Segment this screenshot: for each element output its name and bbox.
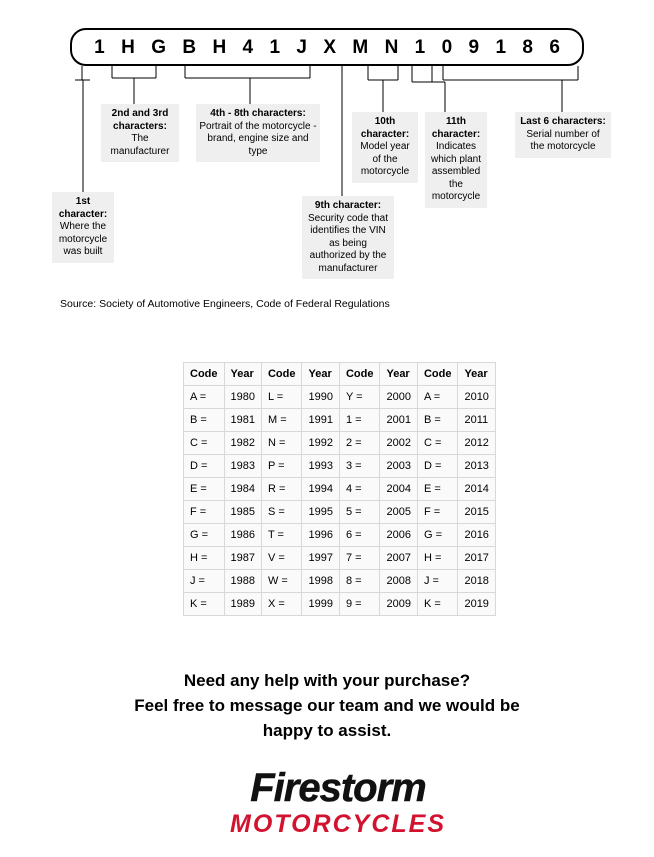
table-cell: D =	[184, 455, 225, 478]
column-header: Code	[261, 363, 302, 386]
table-cell: N =	[261, 432, 302, 455]
logo-brand-name: Firestorm	[250, 766, 426, 810]
table-row	[184, 570, 496, 593]
table-cell: B =	[417, 409, 458, 432]
table-cell: 2019	[458, 593, 495, 616]
table-cell: V =	[261, 547, 302, 570]
vin-character: 8	[522, 36, 533, 58]
callout-first-character-header: 1st character:	[58, 196, 108, 220]
table-cell: 1994	[302, 478, 339, 501]
table-cell: 2008	[380, 570, 417, 593]
help-message-line-2: Feel free to message our team and we would be	[134, 696, 520, 715]
table-cell: 2012	[458, 432, 495, 455]
table-cell: 2016	[458, 524, 495, 547]
table-row	[184, 593, 496, 616]
column-header: Year	[224, 363, 261, 386]
table-cell: 2017	[458, 547, 495, 570]
callout-second-third-characters	[101, 104, 179, 162]
callout-fourth-eighth-header: 4th - 8th characters:	[210, 108, 306, 119]
table-cell: F =	[184, 501, 225, 524]
table-cell: 2001	[380, 409, 417, 432]
callout-tenth-character	[352, 112, 418, 183]
table-cell: 1990	[302, 386, 339, 409]
vin-character: H	[212, 36, 227, 58]
vin-character: 6	[549, 36, 560, 58]
table-cell: 1987	[224, 547, 261, 570]
column-header: Code	[417, 363, 458, 386]
table-cell: M =	[261, 409, 302, 432]
table-cell: E =	[184, 478, 225, 501]
table-row	[184, 501, 496, 524]
table-cell: S =	[261, 501, 302, 524]
table-cell: 2018	[458, 570, 495, 593]
table-cell: 2014	[458, 478, 495, 501]
callout-fourth-eighth-body: Portrait of the motorcycle - brand, engine size and type	[199, 120, 317, 157]
table-cell: 1989	[224, 593, 261, 616]
firestorm-motorcycles-logo	[173, 766, 503, 844]
table-cell: 2009	[380, 593, 417, 616]
table-cell: F =	[417, 501, 458, 524]
table-row	[184, 478, 496, 501]
vin-character: M	[352, 36, 369, 58]
table-cell: 2003	[380, 455, 417, 478]
vin-character: B	[182, 36, 197, 58]
table-row	[184, 432, 496, 455]
table-cell: A =	[417, 386, 458, 409]
table-cell: B =	[184, 409, 225, 432]
table-cell: 1986	[224, 524, 261, 547]
vin-character: N	[384, 36, 399, 58]
callout-second-third-body: The manufacturer	[110, 133, 170, 157]
table-cell: E =	[417, 478, 458, 501]
vin-number-box	[70, 28, 584, 66]
table-cell: 1992	[302, 432, 339, 455]
table-cell: A =	[184, 386, 225, 409]
callout-fourth-eighth-characters	[196, 104, 320, 162]
table-cell: C =	[184, 432, 225, 455]
table-cell: X =	[261, 593, 302, 616]
help-message-line-3: happy to assist.	[262, 721, 392, 740]
table-cell: D =	[417, 455, 458, 478]
table-cell: 2002	[380, 432, 417, 455]
callout-first-character-body: Where the motorcycle was built	[58, 221, 108, 257]
callout-second-third-header: 2nd and 3rd characters:	[111, 108, 169, 132]
vin-character: 4	[242, 36, 254, 58]
vin-character: G	[151, 36, 166, 58]
table-cell: C =	[417, 432, 458, 455]
column-header: Code	[184, 363, 225, 386]
table-cell: 6 =	[339, 524, 380, 547]
callout-eleventh-character	[425, 112, 487, 208]
table-cell: 2013	[458, 455, 495, 478]
table-cell: 1999	[302, 593, 339, 616]
table-cell: 3 =	[339, 455, 380, 478]
table-cell: 9 =	[339, 593, 380, 616]
vin-character: H	[121, 36, 135, 58]
table-cell: 8 =	[339, 570, 380, 593]
table-cell: T =	[261, 524, 302, 547]
callout-ninth-body: Security code that identifies the VIN as being authorized by the manufacturer	[307, 212, 389, 274]
table-cell: 1981	[224, 409, 261, 432]
table-cell: 5 =	[339, 501, 380, 524]
callout-ninth-character	[302, 196, 394, 279]
table-cell: G =	[417, 524, 458, 547]
table-cell: 1983	[224, 455, 261, 478]
table-cell: H =	[417, 547, 458, 570]
table-cell: 1997	[302, 547, 339, 570]
callout-tenth-body: Model year of the motorcycle	[360, 141, 410, 177]
vin-character: X	[323, 36, 337, 58]
table-cell: 1985	[224, 501, 261, 524]
callout-last-six-header: Last 6 characters:	[520, 116, 606, 127]
table-cell: J =	[417, 570, 458, 593]
column-header: Code	[339, 363, 380, 386]
table-cell: R =	[261, 478, 302, 501]
table-cell: K =	[184, 593, 225, 616]
table-cell: 1996	[302, 524, 339, 547]
table-cell: 1984	[224, 478, 261, 501]
table-cell: 1998	[302, 570, 339, 593]
table-cell: L =	[261, 386, 302, 409]
table-cell: 1982	[224, 432, 261, 455]
table-cell: 4 =	[339, 478, 380, 501]
table-cell: H =	[184, 547, 225, 570]
model-year-code-table	[183, 362, 496, 616]
table-row	[184, 386, 496, 409]
callout-tenth-header: 10th character:	[360, 116, 410, 140]
vin-character: 0	[441, 36, 453, 58]
table-cell: 7 =	[339, 547, 380, 570]
table-row	[184, 524, 496, 547]
vin-character: 9	[468, 36, 480, 58]
callout-ninth-header: 9th character:	[314, 200, 382, 211]
table-cell: 2005	[380, 501, 417, 524]
table-cell: P =	[261, 455, 302, 478]
vin-character: 1	[94, 36, 105, 58]
source-citation: Source: Society of Automotive Engineers, Code of Federal Regulations	[60, 298, 390, 310]
callout-eleventh-body: Indicates which plant assembled the motorcycle	[430, 141, 482, 202]
table-row	[184, 547, 496, 570]
help-message-line-1: Need any help with your purchase?	[183, 671, 471, 690]
vin-character: 1	[414, 36, 426, 58]
table-cell: G =	[184, 524, 225, 547]
table-cell: 2004	[380, 478, 417, 501]
table-cell: 2 =	[339, 432, 380, 455]
table-cell: 1991	[302, 409, 339, 432]
table-cell: K =	[417, 593, 458, 616]
table-cell: 1993	[302, 455, 339, 478]
table-cell: 1 =	[339, 409, 380, 432]
vin-character: 1	[269, 36, 281, 58]
table-header-row	[184, 363, 496, 386]
table-row	[184, 455, 496, 478]
table-cell: 2011	[458, 409, 495, 432]
callout-eleventh-header: 11th character:	[431, 116, 481, 140]
table-cell: 1988	[224, 570, 261, 593]
table-row	[184, 409, 496, 432]
table-cell: 2006	[380, 524, 417, 547]
table-cell: Y =	[339, 386, 380, 409]
callout-last-six-body: Serial number of the motorcycle	[526, 128, 600, 152]
help-message	[0, 668, 654, 743]
logo-tagline: MOTORCYCLES	[230, 810, 446, 838]
table-cell: 2015	[458, 501, 495, 524]
table-cell: 1995	[302, 501, 339, 524]
table-cell: 2000	[380, 386, 417, 409]
table-cell: W =	[261, 570, 302, 593]
vin-character: 1	[495, 36, 507, 58]
table-cell: 1980	[224, 386, 261, 409]
column-header: Year	[302, 363, 339, 386]
table-cell: 2010	[458, 386, 495, 409]
vin-character: J	[296, 36, 307, 58]
column-header: Year	[458, 363, 495, 386]
callout-last-six-characters	[515, 112, 611, 158]
table-cell: J =	[184, 570, 225, 593]
table-cell: 2007	[380, 547, 417, 570]
callout-first-character	[52, 192, 114, 263]
column-header: Year	[380, 363, 417, 386]
